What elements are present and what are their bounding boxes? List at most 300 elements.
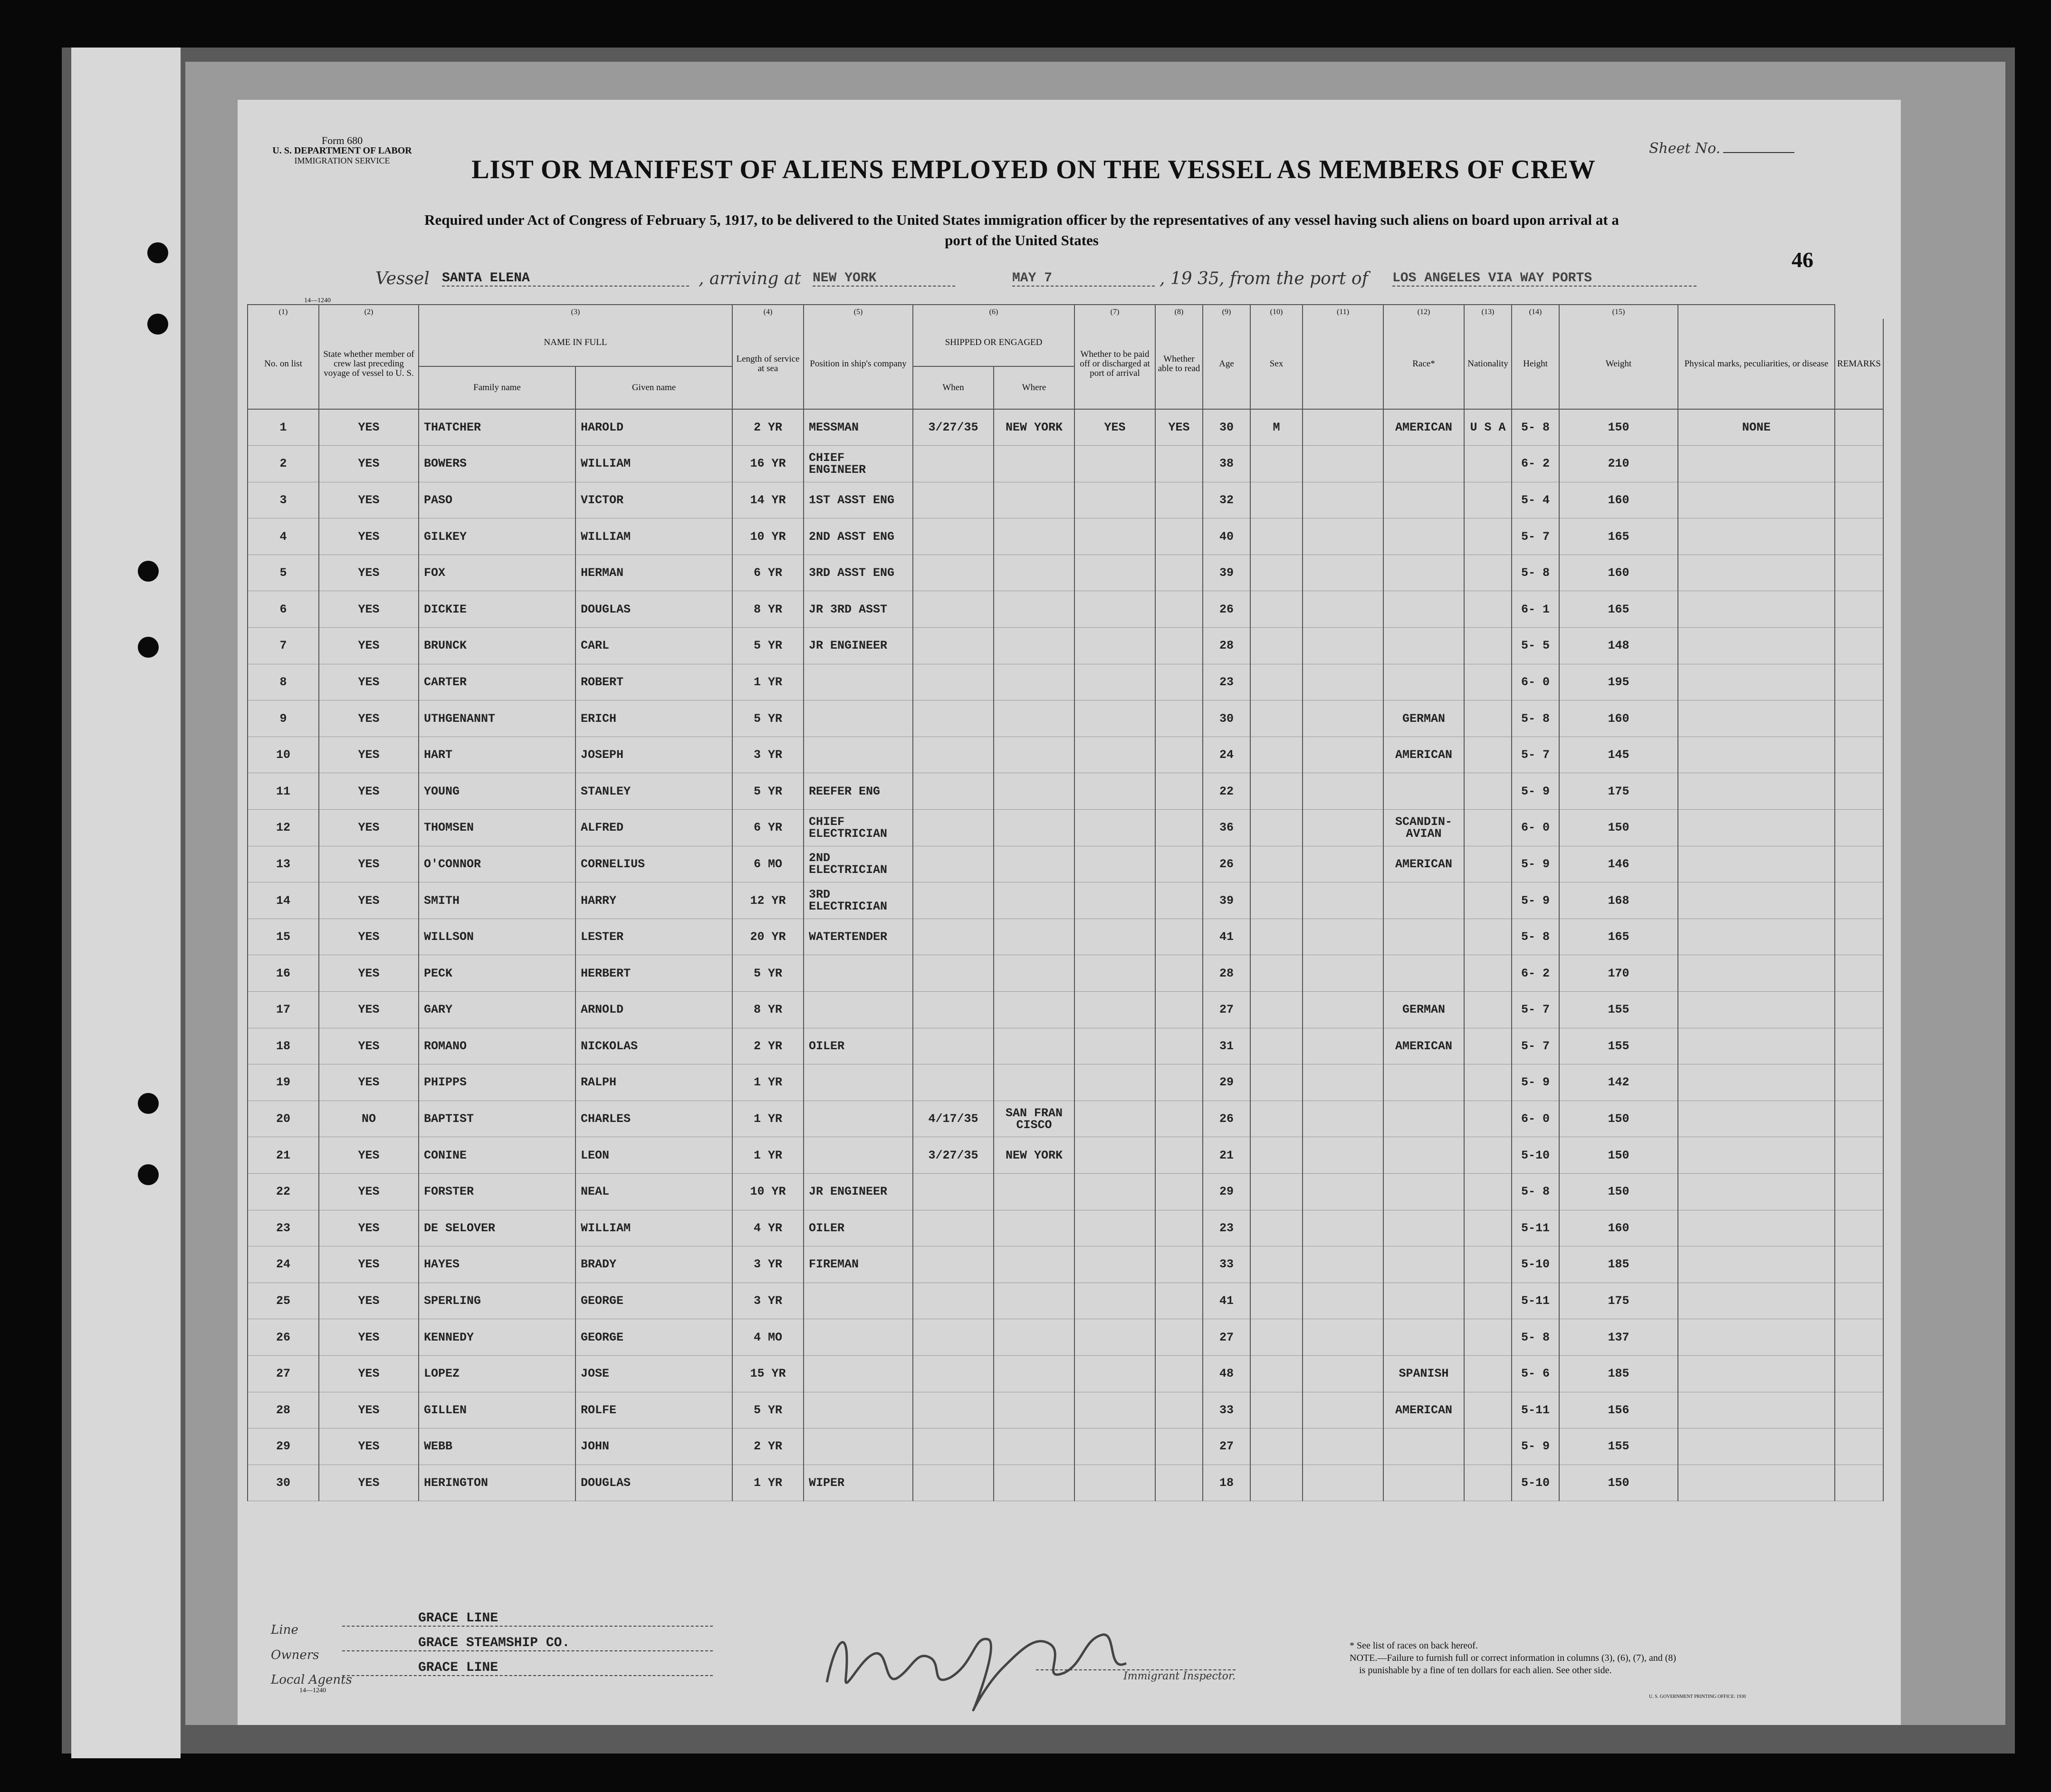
column-number-row — [248, 305, 1883, 319]
row-number: 5 — [248, 555, 319, 591]
previous-voyage: YES — [319, 1465, 419, 1501]
shipped-when — [913, 882, 994, 919]
paid-off — [1074, 882, 1155, 919]
nationality — [1464, 1283, 1512, 1319]
sheet-number-label: Sheet No. — [1649, 140, 1794, 157]
given-name: RALPH — [575, 1064, 732, 1101]
service-length: 10 YR — [732, 518, 804, 555]
height: 6- 2 — [1512, 955, 1559, 992]
spacer — [1303, 1283, 1383, 1319]
weight: 165 — [1559, 591, 1678, 628]
previous-voyage: NO — [319, 1101, 419, 1137]
sex — [1250, 773, 1303, 810]
race — [1383, 664, 1464, 700]
crew-row — [248, 1319, 1883, 1356]
nationality — [1464, 482, 1512, 518]
header-row — [248, 319, 1883, 366]
nationality — [1464, 737, 1512, 773]
previous-voyage: YES — [319, 737, 419, 773]
spacer — [1303, 518, 1383, 555]
nationality — [1464, 700, 1512, 737]
family-name: FOX — [419, 555, 575, 591]
paid-off — [1074, 1465, 1155, 1501]
height: 5- 9 — [1512, 773, 1559, 810]
weight: 160 — [1559, 700, 1678, 737]
binder-hole — [138, 1093, 159, 1114]
spacer — [1303, 1465, 1383, 1501]
given-name: VICTOR — [575, 482, 732, 518]
sex: M — [1250, 409, 1303, 446]
shipped-where — [994, 555, 1074, 591]
arrival-year: 35 — [1198, 269, 1219, 288]
crew-row — [248, 810, 1883, 846]
column-number: (9) — [1203, 305, 1250, 319]
family-name: DE SELOVER — [419, 1210, 575, 1246]
able-to-read — [1155, 1101, 1203, 1137]
spacer — [1303, 1137, 1383, 1174]
previous-voyage: YES — [319, 773, 419, 810]
physical-marks — [1678, 1173, 1835, 1210]
sex — [1250, 919, 1303, 955]
previous-voyage: YES — [319, 846, 419, 882]
remarks — [1835, 628, 1883, 664]
spacer — [1303, 1064, 1383, 1101]
nationality: U S A — [1464, 409, 1512, 446]
row-number: 14 — [248, 882, 319, 919]
height: 5- 8 — [1512, 1319, 1559, 1356]
weight: 168 — [1559, 882, 1678, 919]
column-header-previous-voyage: State whether member of crew last preceding voyage of vessel to U. S. — [319, 319, 419, 409]
sex — [1250, 1173, 1303, 1210]
form-number: Form 680 — [321, 134, 363, 146]
nationality — [1464, 773, 1512, 810]
printer-imprint: U. S. GOVERNMENT PRINTING OFFICE: 1930 — [1649, 1694, 1746, 1699]
service-length: 6 YR — [732, 555, 804, 591]
agents-form-code: 14—1240 — [299, 1687, 326, 1694]
row-number: 18 — [248, 1028, 319, 1064]
spacer — [1303, 664, 1383, 700]
race — [1383, 1428, 1464, 1465]
family-name: BAPTIST — [419, 1101, 575, 1137]
races-note: * See list of races on back hereof. — [1350, 1640, 1478, 1651]
previous-voyage: YES — [319, 882, 419, 919]
nationality — [1464, 1319, 1512, 1356]
able-to-read — [1155, 591, 1203, 628]
paid-off — [1074, 446, 1155, 482]
row-number: 25 — [248, 1283, 319, 1319]
shipped-where — [994, 810, 1074, 846]
remarks — [1835, 555, 1883, 591]
physical-marks — [1678, 1246, 1835, 1283]
weight: 145 — [1559, 737, 1678, 773]
given-name: JOHN — [575, 1428, 732, 1465]
column-number: (10) — [1250, 305, 1303, 319]
previous-voyage: YES — [319, 1283, 419, 1319]
shipped-where — [994, 882, 1074, 919]
position: JR ENGINEER — [804, 628, 913, 664]
sex — [1250, 846, 1303, 882]
row-number: 28 — [248, 1392, 319, 1428]
race — [1383, 773, 1464, 810]
race — [1383, 955, 1464, 992]
column-header-given-name: Given name — [575, 366, 732, 409]
column-header-paid-off: Whether to be paid off or discharged at port of arrival — [1074, 319, 1155, 409]
sex — [1250, 1392, 1303, 1428]
previous-voyage: YES — [319, 700, 419, 737]
weight: 185 — [1559, 1246, 1678, 1283]
remarks — [1835, 1283, 1883, 1319]
previous-voyage: YES — [319, 1064, 419, 1101]
remarks — [1835, 1392, 1883, 1428]
paid-off — [1074, 1137, 1155, 1174]
spacer — [1303, 1173, 1383, 1210]
arriving-label: , arriving at — [699, 269, 801, 288]
column-number: (5) — [804, 305, 913, 319]
column-header-name: NAME IN FULL — [419, 319, 732, 366]
weight: 155 — [1559, 992, 1678, 1028]
age: 39 — [1203, 882, 1250, 919]
race: AMERICAN — [1383, 1028, 1464, 1064]
crew-row — [248, 1428, 1883, 1465]
given-name: HAROLD — [575, 409, 732, 446]
position: OILER — [804, 1210, 913, 1246]
service-length: 6 YR — [732, 810, 804, 846]
row-number: 1 — [248, 409, 319, 446]
given-name: CARL — [575, 628, 732, 664]
shipped-when — [913, 1210, 994, 1246]
given-name: JOSE — [575, 1355, 732, 1392]
family-name: ROMANO — [419, 1028, 575, 1064]
crew-row — [248, 992, 1883, 1028]
shipped-when — [913, 628, 994, 664]
shipped-where — [994, 591, 1074, 628]
physical-marks — [1678, 1465, 1835, 1501]
remarks — [1835, 919, 1883, 955]
paid-off — [1074, 1283, 1155, 1319]
family-name: HERINGTON — [419, 1465, 575, 1501]
shipped-when — [913, 773, 994, 810]
row-number: 17 — [248, 992, 319, 1028]
shipped-where — [994, 1392, 1074, 1428]
column-header-read: Whether able to read — [1155, 319, 1203, 409]
remarks — [1835, 1064, 1883, 1101]
position — [804, 700, 913, 737]
column-number: (14) — [1512, 305, 1559, 319]
age: 22 — [1203, 773, 1250, 810]
from-port-label: , from the port of — [1219, 269, 1368, 288]
spacer — [1303, 591, 1383, 628]
paid-off — [1074, 1428, 1155, 1465]
crew-row — [248, 1465, 1883, 1501]
race — [1383, 1137, 1464, 1174]
nationality — [1464, 955, 1512, 992]
service-length: 5 YR — [732, 628, 804, 664]
family-name: PASO — [419, 482, 575, 518]
crew-row — [248, 664, 1883, 700]
shipped-where: NEW YORK — [994, 409, 1074, 446]
paid-off — [1074, 700, 1155, 737]
age: 29 — [1203, 1064, 1250, 1101]
shipped-when — [913, 737, 994, 773]
row-number: 19 — [248, 1064, 319, 1101]
race — [1383, 446, 1464, 482]
arrival-date: MAY 7 — [1012, 271, 1155, 287]
spacer — [1303, 446, 1383, 482]
shipped-where — [994, 1283, 1074, 1319]
family-name: HAYES — [419, 1246, 575, 1283]
remarks — [1835, 518, 1883, 555]
family-name: O'CONNOR — [419, 846, 575, 882]
column-number: (6) — [913, 305, 1074, 319]
paid-off — [1074, 773, 1155, 810]
subtitle-line-1: Required under Act of Congress of February 5, 1917, to be delivered to the United States immigration officer by the representatives of any vessel having such aliens on board upon arrival at a — [424, 211, 1619, 228]
row-number: 3 — [248, 482, 319, 518]
column-number: (3) — [419, 305, 732, 319]
shipped-when — [913, 1428, 994, 1465]
previous-voyage: YES — [319, 810, 419, 846]
physical-marks — [1678, 482, 1835, 518]
paid-off — [1074, 1064, 1155, 1101]
shipped-where — [994, 846, 1074, 882]
age: 26 — [1203, 591, 1250, 628]
shipped-when — [913, 555, 994, 591]
spacer — [1303, 919, 1383, 955]
previous-voyage: YES — [319, 1428, 419, 1465]
previous-voyage: YES — [319, 1210, 419, 1246]
column-header-shipped: SHIPPED OR ENGAGED — [913, 319, 1074, 366]
crew-row — [248, 1210, 1883, 1246]
nationality — [1464, 664, 1512, 700]
nationality — [1464, 555, 1512, 591]
shipped-when — [913, 1465, 994, 1501]
arrival-port: NEW YORK — [813, 271, 955, 287]
race — [1383, 1064, 1464, 1101]
weight: 150 — [1559, 1101, 1678, 1137]
able-to-read — [1155, 482, 1203, 518]
row-number: 26 — [248, 1319, 319, 1356]
physical-marks — [1678, 700, 1835, 737]
age: 48 — [1203, 1355, 1250, 1392]
remarks — [1835, 1173, 1883, 1210]
spacer — [1303, 482, 1383, 518]
position — [804, 1137, 913, 1174]
crew-row — [248, 482, 1883, 518]
shipped-when — [913, 992, 994, 1028]
spacer — [1303, 1246, 1383, 1283]
year-prefix: , 19 — [1160, 269, 1192, 288]
remarks — [1835, 1465, 1883, 1501]
shipped-where — [994, 1064, 1074, 1101]
crew-row — [248, 555, 1883, 591]
crew-table — [247, 304, 1884, 1501]
column-header-family-name: Family name — [419, 366, 575, 409]
weight: 165 — [1559, 919, 1678, 955]
inspector-signature — [817, 1606, 1150, 1715]
age: 33 — [1203, 1246, 1250, 1283]
sex — [1250, 482, 1303, 518]
nationality — [1464, 1137, 1512, 1174]
nationality — [1464, 992, 1512, 1028]
departure-port: LOS ANGELES VIA WAY PORTS — [1392, 271, 1696, 287]
able-to-read — [1155, 1283, 1203, 1319]
able-to-read — [1155, 446, 1203, 482]
row-number: 12 — [248, 810, 319, 846]
family-name: WILLSON — [419, 919, 575, 955]
height: 5- 8 — [1512, 555, 1559, 591]
able-to-read — [1155, 628, 1203, 664]
shipped-where — [994, 992, 1074, 1028]
crew-row — [248, 1246, 1883, 1283]
previous-voyage: YES — [319, 919, 419, 955]
race — [1383, 518, 1464, 555]
height: 5- 6 — [1512, 1355, 1559, 1392]
previous-voyage: YES — [319, 482, 419, 518]
weight: 150 — [1559, 810, 1678, 846]
physical-marks — [1678, 518, 1835, 555]
service-length: 1 YR — [732, 1064, 804, 1101]
owners-value: GRACE STEAMSHIP CO. — [342, 1636, 713, 1651]
able-to-read — [1155, 1392, 1203, 1428]
nationality — [1464, 846, 1512, 882]
race — [1383, 1319, 1464, 1356]
binder-hole — [147, 242, 168, 263]
family-name: FORSTER — [419, 1173, 575, 1210]
family-name: LOPEZ — [419, 1355, 575, 1392]
shipped-when — [913, 1064, 994, 1101]
family-name: CARTER — [419, 664, 575, 700]
family-name: CONINE — [419, 1137, 575, 1174]
given-name: NICKOLAS — [575, 1028, 732, 1064]
spacer — [1303, 1028, 1383, 1064]
height: 5-11 — [1512, 1283, 1559, 1319]
spacer — [1303, 1392, 1383, 1428]
previous-voyage: YES — [319, 1246, 419, 1283]
agents-label: Local Agents — [271, 1673, 352, 1687]
column-number — [1678, 305, 1835, 319]
column-header-when: When — [913, 366, 994, 409]
spacer — [1303, 555, 1383, 591]
given-name: STANLEY — [575, 773, 732, 810]
spacer — [1303, 1355, 1383, 1392]
family-name: PECK — [419, 955, 575, 992]
physical-marks — [1678, 955, 1835, 992]
service-length: 16 YR — [732, 446, 804, 482]
height: 5- 7 — [1512, 518, 1559, 555]
weight: 155 — [1559, 1028, 1678, 1064]
given-name: BRADY — [575, 1246, 732, 1283]
spacer — [1303, 773, 1383, 810]
physical-marks — [1678, 1137, 1835, 1174]
position: WATERTENDER — [804, 919, 913, 955]
service-length: 4 YR — [732, 1210, 804, 1246]
remarks — [1835, 882, 1883, 919]
height: 5- 9 — [1512, 846, 1559, 882]
paid-off — [1074, 518, 1155, 555]
family-name: THATCHER — [419, 409, 575, 446]
remarks — [1835, 773, 1883, 810]
physical-marks — [1678, 919, 1835, 955]
remarks — [1835, 1246, 1883, 1283]
position: JR 3RD ASST — [804, 591, 913, 628]
race: AMERICAN — [1383, 737, 1464, 773]
able-to-read — [1155, 773, 1203, 810]
row-number: 20 — [248, 1101, 319, 1137]
column-header-weight: Weight — [1559, 319, 1678, 409]
position: MESSMAN — [804, 409, 913, 446]
position: 3RD ELECTRICIAN — [804, 882, 913, 919]
able-to-read — [1155, 700, 1203, 737]
sex — [1250, 1355, 1303, 1392]
position — [804, 1319, 913, 1356]
able-to-read — [1155, 1355, 1203, 1392]
height: 5- 8 — [1512, 700, 1559, 737]
height: 6- 0 — [1512, 664, 1559, 700]
race: GERMAN — [1383, 992, 1464, 1028]
age: 30 — [1203, 700, 1250, 737]
shipped-where — [994, 955, 1074, 992]
crew-row — [248, 919, 1883, 955]
physical-marks — [1678, 773, 1835, 810]
crew-row — [248, 737, 1883, 773]
paid-off — [1074, 992, 1155, 1028]
given-name: HERBERT — [575, 955, 732, 992]
vessel-line — [280, 269, 1706, 293]
given-name: ROLFE — [575, 1392, 732, 1428]
remarks — [1835, 1428, 1883, 1465]
binder-hole — [138, 561, 159, 582]
service-length: 1 YR — [732, 1465, 804, 1501]
paid-off — [1074, 846, 1155, 882]
position: 2ND ELECTRICIAN — [804, 846, 913, 882]
age: 28 — [1203, 628, 1250, 664]
nationality — [1464, 1101, 1512, 1137]
height: 5- 8 — [1512, 919, 1559, 955]
weight: 195 — [1559, 664, 1678, 700]
age: 33 — [1203, 1392, 1250, 1428]
race — [1383, 591, 1464, 628]
given-name: CHARLES — [575, 1101, 732, 1137]
age: 24 — [1203, 737, 1250, 773]
physical-marks — [1678, 1428, 1835, 1465]
physical-marks — [1678, 628, 1835, 664]
position: 1ST ASST ENG — [804, 482, 913, 518]
position — [804, 1428, 913, 1465]
row-number: 23 — [248, 1210, 319, 1246]
paid-off — [1074, 628, 1155, 664]
previous-voyage: YES — [319, 1137, 419, 1174]
column-header-remarks: REMARKS — [1835, 319, 1883, 409]
shipped-when — [913, 446, 994, 482]
spacer — [1303, 1210, 1383, 1246]
column-number: (4) — [732, 305, 804, 319]
spacer — [1303, 700, 1383, 737]
service-length: 2 YR — [732, 1428, 804, 1465]
column-header-where: Where — [994, 366, 1074, 409]
column-number: (2) — [319, 305, 419, 319]
row-number: 27 — [248, 1355, 319, 1392]
height: 5- 8 — [1512, 1173, 1559, 1210]
remarks — [1835, 810, 1883, 846]
family-name: PHIPPS — [419, 1064, 575, 1101]
department: U. S. DEPARTMENT OF LABOR — [272, 145, 412, 156]
race — [1383, 1210, 1464, 1246]
row-number: 9 — [248, 700, 319, 737]
subtitle-line-2: port of the United States — [945, 232, 1099, 249]
family-name: GILLEN — [419, 1392, 575, 1428]
paid-off — [1074, 482, 1155, 518]
service-length: 2 YR — [732, 409, 804, 446]
previous-voyage: YES — [319, 518, 419, 555]
